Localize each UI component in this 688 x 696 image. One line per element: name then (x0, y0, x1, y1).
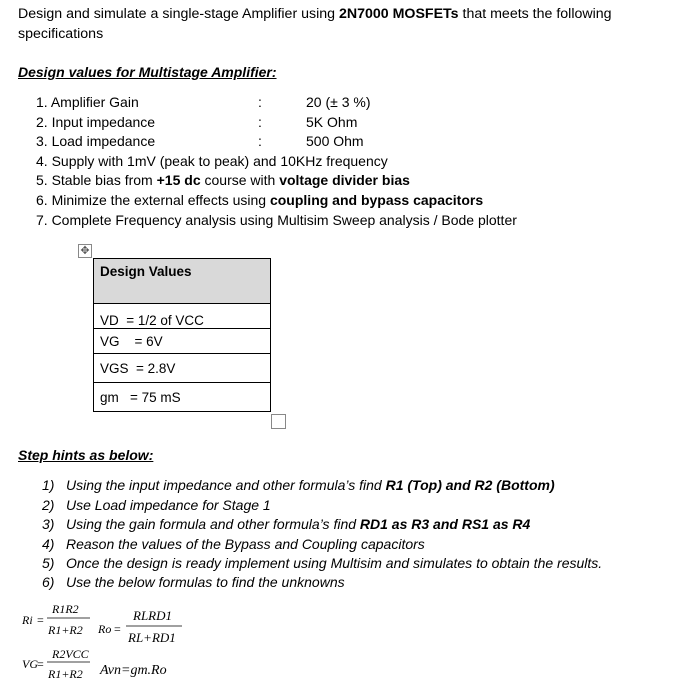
spec-item: 6. Minimize the external effects using coupling and bypass capacitors (36, 192, 484, 208)
equals-sign: = (37, 657, 44, 671)
table-cell: VD = 1/2 of VCC (94, 304, 271, 329)
spec-item: 7. Complete Frequency analysis using Multisim Sweep analysis / Bode plotter (36, 212, 517, 228)
hint-item: 4) Reason the values of the Bypass and Coupling capacitors (42, 536, 425, 552)
intro-paragraph: Design and simulate a single-stage Amplifier using 2N7000 MOSFETs that meets the following specifications (18, 6, 612, 42)
formula-vg-lhs: VG (22, 657, 38, 671)
formula-gain: Avn=gm.Ro (100, 663, 167, 678)
spec-colon: : (258, 133, 262, 149)
spec-item: 4. Supply with 1mV (peak to peak) and 10KHz frequency (36, 153, 388, 169)
hint-item: 5) Once the design is ready implement using Multisim and simulates to obtain the results. (42, 555, 603, 571)
hint-item: 2) Use Load impedance for Stage 1 (42, 497, 271, 513)
formula-vg-numerator: R2VCC (52, 647, 89, 661)
hint-item: 1) Using the input impedance and other formula’s find R1 (Top) and R2 (Bottom) (42, 477, 555, 493)
spec-item: 2. Input impedance (36, 114, 156, 130)
hint-item: 6) Use the below formulas to find the unknowns (42, 574, 345, 590)
mosfet-part-number: 2N7000 MOSFETs (338, 6, 459, 22)
table-header-cell: Design Values (94, 259, 271, 304)
formula-vg-denominator: R1+R2 (48, 667, 83, 681)
formula-ri-lhs: Ri (22, 613, 33, 627)
spec-item: 3. Load impedance (36, 133, 156, 149)
spec-value: 500 Ohm (306, 133, 364, 149)
table-cell: VG = 6V (94, 329, 271, 354)
equals-sign: = (114, 622, 121, 636)
table-row (94, 304, 271, 329)
equals-sign: = (37, 613, 44, 627)
table-row (94, 383, 271, 412)
table-move-handle-icon[interactable]: ✥ (78, 244, 92, 258)
table-row (94, 329, 271, 354)
table-cell: gm = 75 mS (94, 383, 271, 412)
formula-ro-numerator: RLRD1 (133, 608, 172, 623)
design-values-heading: Design values for Multistage Amplifier: (18, 64, 277, 80)
formula-ro-denominator: RL+RD1 (128, 630, 176, 645)
design-values-table (93, 258, 271, 412)
table-cell: VGS = 2.8V (94, 354, 271, 383)
formula-ri-numerator: R1R2 (52, 602, 79, 616)
spec-item: 1. Amplifier Gain (36, 94, 139, 110)
spec-value: 20 (± 3 %) (306, 94, 371, 110)
step-hints-heading: Step hints as below: (18, 447, 154, 463)
formula-block (22, 596, 262, 692)
spec-colon: : (258, 94, 262, 110)
hint-item: 3) Using the gain formula and other formula’s find RD1 as R3 and RS1 as R4 (42, 516, 531, 532)
spec-colon: : (258, 114, 262, 130)
spec-item: 5. Stable bias from +15 dc course with voltage divider bias (36, 172, 410, 188)
spec-value: 5K Ohm (306, 114, 358, 130)
table-header-row (94, 259, 271, 304)
table-resize-handle[interactable] (271, 414, 286, 429)
table-row (94, 354, 271, 383)
formula-ro-lhs: Ro (98, 622, 112, 636)
formula-ri-denominator: R1+R2 (48, 623, 83, 637)
